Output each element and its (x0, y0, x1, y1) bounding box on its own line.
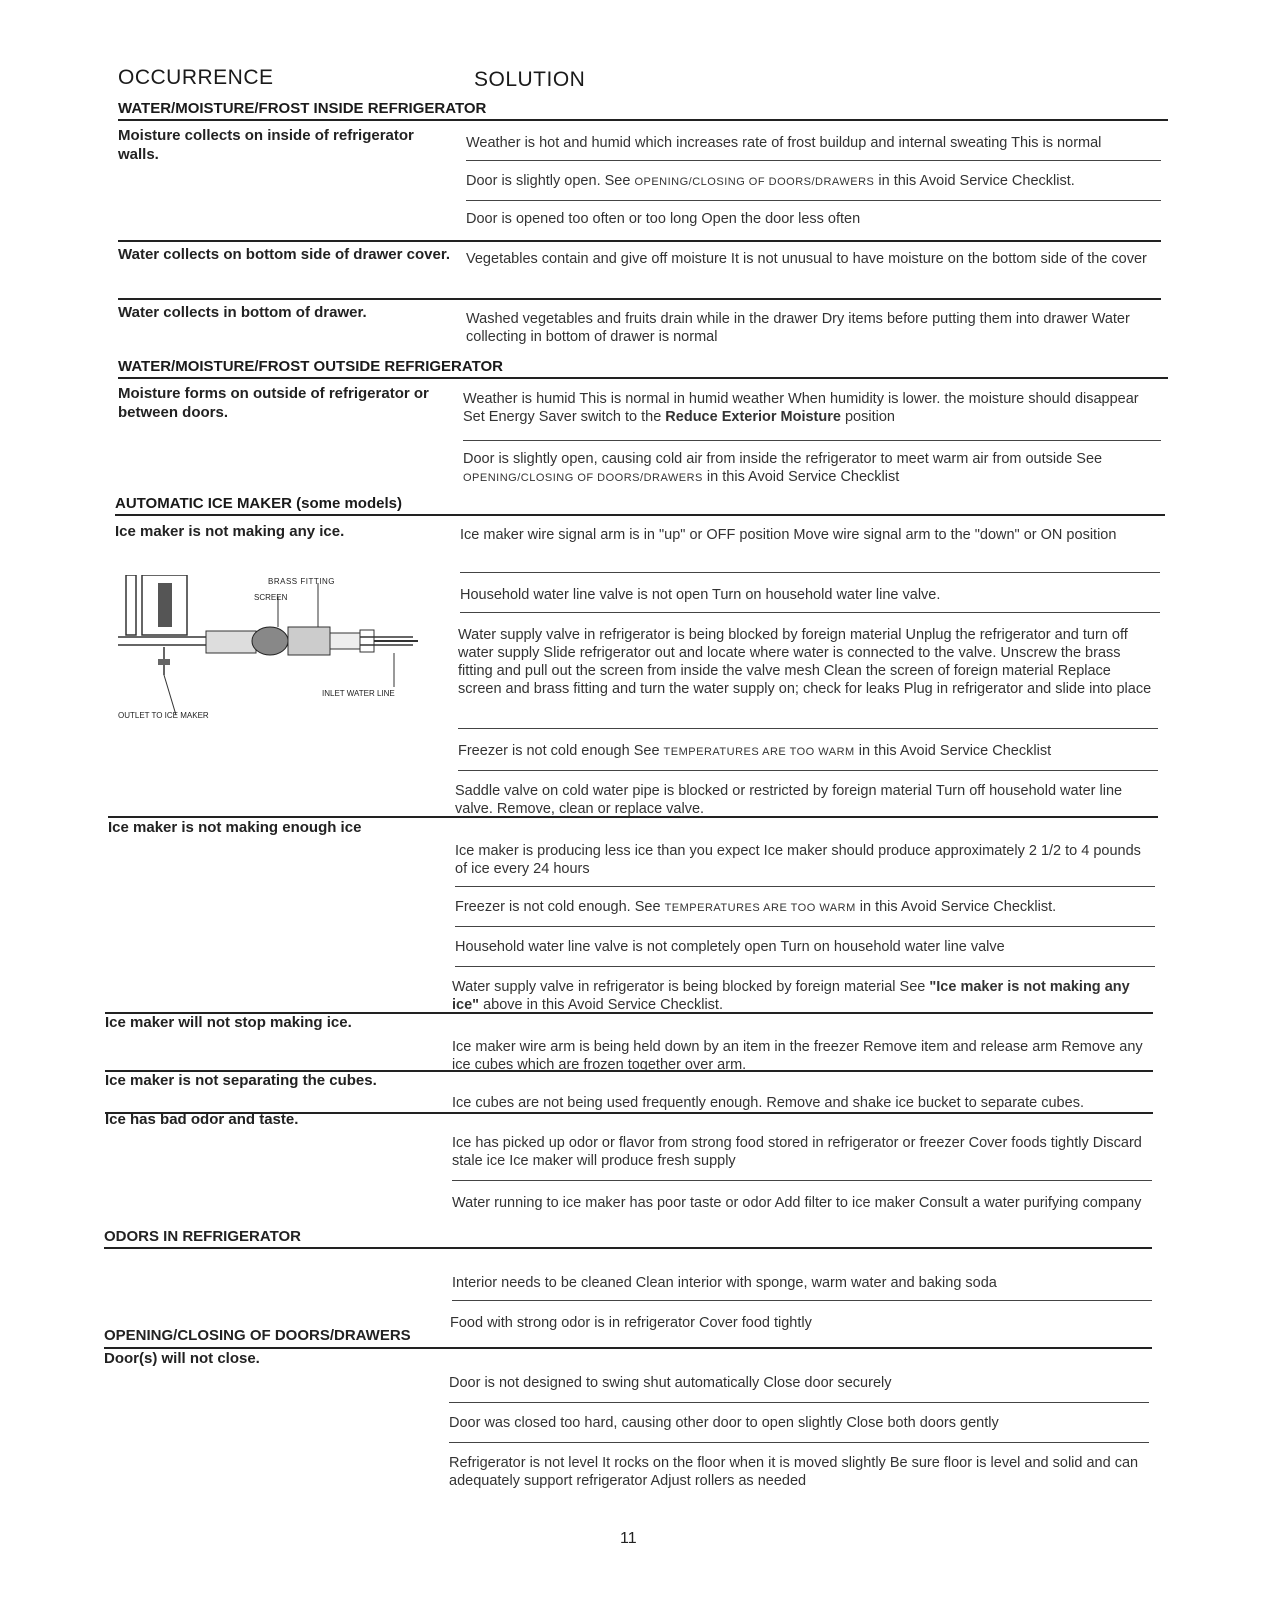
label-brass-fitting: BRASS FITTING (268, 577, 335, 586)
solution-text: Water supply valve in refrigerator is being blocked by foreign material Unplug the refrigerator and turn off water supply Slide refrigerator out and locate where water is connected to the valve. Unscrew the brass fitting and pull out the screen from inside the valve mesh Clean the screen of foreign material Replace screen and brass fitting and turn the water supply on; check for leaks Plug in refrigerator and slide into place (458, 627, 1152, 697)
solution-text: Washed vegetables and fruits drain while in the drawer Dry items before putting them into drawer Water collecting in bottom of drawer is normal (466, 311, 1130, 345)
solution-text: Vegetables contain and give off moisture It is not unusual to have moisture on the bottom side of the cover (466, 251, 1147, 267)
divider (466, 200, 1161, 201)
occurrence-drawer-cover: Water collects on bottom side of drawer cover. (118, 246, 451, 263)
section-odors: ODORS IN REFRIGERATOR (104, 1228, 301, 1245)
water-valve-diagram (118, 575, 448, 730)
divider (455, 966, 1155, 967)
occurrence-header: OCCURRENCE (118, 66, 274, 89)
solution-text: Water supply valve in refrigerator is being blocked by foreign material See "Ice maker is not making any ice" above in this Avoid Service Checklist. (452, 979, 1130, 1013)
solution-text: Freezer is not cold enough See TEMPERATURES ARE TOO WARM in this Avoid Service Checklist (458, 743, 1052, 759)
divider (455, 926, 1155, 927)
solution-text: Ice has picked up odor or flavor from strong food stored in refrigerator or freezer Cover foods tightly Discard stale ice Ice maker will produce fresh supply (452, 1135, 1142, 1169)
solution-text: Door is slightly open. See OPENING/CLOSING OF DOORS/DRAWERS in this Avoid Service Checklist. (466, 173, 1075, 189)
label-screen: SCREEN (254, 593, 288, 602)
occurrence-moisture-outside: Moisture forms on outside of refrigerator or between doors. (118, 385, 429, 421)
divider (463, 440, 1161, 441)
divider (118, 240, 1161, 242)
solution-text: Ice maker is producing less ice than you expect Ice maker should produce approximately 2 1/2 to 4 pounds of ice every 24 hours (455, 843, 1141, 877)
occurrence-drawer-bottom: Water collects in bottom of drawer. (118, 304, 367, 321)
solution-text: Freezer is not cold enough. See TEMPERATURES ARE TOO WARM in this Avoid Service Checklist. (455, 899, 1057, 915)
divider (452, 1300, 1152, 1301)
solution-header: SOLUTION (474, 68, 586, 91)
divider (449, 1442, 1149, 1443)
label-outlet-to-ice-maker: OUTLET TO ICE MAKER (118, 711, 209, 720)
divider (455, 886, 1155, 887)
solution-text: Door is opened too often or too long Open the door less often (466, 211, 861, 227)
solution-text: Water running to ice maker has poor taste or odor Add filter to ice maker Consult a water purifying company (452, 1195, 1142, 1211)
divider (458, 728, 1158, 729)
divider (104, 1247, 1152, 1249)
divider (449, 1402, 1149, 1403)
divider (460, 572, 1160, 573)
solution-text: Weather is humid This is normal in humid weather When humidity is lower. the moisture should disappear Set Energy Saver switch to the Reduce Exterior Moisture position (463, 391, 1139, 425)
occurrence-door-will-not-close: Door(s) will not close. (104, 1350, 260, 1367)
solution-text: Ice maker wire arm is being held down by an item in the freezer Remove item and release arm Remove any ice cubes which are frozen together over arm. (452, 1039, 1143, 1073)
divider (458, 770, 1158, 771)
section-ice-maker: AUTOMATIC ICE MAKER (some models) (115, 495, 1165, 516)
occurrence-bad-odor: Ice has bad odor and taste. (105, 1111, 299, 1128)
solution-text: Weather is hot and humid which increases rate of frost buildup and internal sweating This is normal (466, 135, 1102, 151)
occurrence-will-not-stop: Ice maker will not stop making ice. (105, 1014, 352, 1031)
section-water-inside: WATER/MOISTURE/FROST INSIDE REFRIGERATOR (118, 100, 1168, 121)
occurrence-not-enough-ice: Ice maker is not making enough ice (108, 819, 362, 836)
section-water-outside: WATER/MOISTURE/FROST OUTSIDE REFRIGERATOR (118, 358, 1168, 379)
solution-text: Ice cubes are not being used frequently enough. Remove and shake ice bucket to separate cubes. (452, 1095, 1084, 1111)
section-doors: OPENING/CLOSING OF DOORS/DRAWERS (104, 1327, 411, 1344)
solution-text: Door was closed too hard, causing other door to open slightly Close both doors gently (449, 1415, 999, 1431)
page-number: 11 (620, 1530, 637, 1547)
solution-text: Saddle valve on cold water pipe is blocked or restricted by foreign material Turn off household water line valve. Remove, clean or replace valve. (455, 783, 1123, 817)
solution-text: Household water line valve is not completely open Turn on household water line valve (455, 939, 1005, 955)
divider (460, 612, 1160, 613)
occurrence-not-separating: Ice maker is not separating the cubes. (105, 1072, 377, 1089)
divider (118, 298, 1161, 300)
solution-text: Interior needs to be cleaned Clean interior with sponge, warm water and baking soda (452, 1275, 997, 1291)
label-inlet-water-line: INLET WATER LINE (322, 689, 395, 698)
solution-text: Food with strong odor is in refrigerator Cover food tightly (450, 1315, 812, 1331)
solution-text: Household water line valve is not open Turn on household water line valve. (460, 587, 941, 603)
solution-text: Ice maker wire signal arm is in "up" or OFF position Move wire signal arm to the "down" or ON position (460, 527, 1117, 543)
solution-text: Door is not designed to swing shut automatically Close door securely (449, 1375, 892, 1391)
divider (452, 1180, 1152, 1181)
solution-text: Refrigerator is not level It rocks on the floor when it is moved slightly Be sure floor is level and solid and can adequately support refrigerator Adjust rollers as needed (449, 1455, 1139, 1489)
occurrence-no-ice: Ice maker is not making any ice. (115, 523, 345, 540)
solution-text: Door is slightly open, causing cold air from inside the refrigerator to meet warm air from outside See OPENING/CLOSING OF DOORS/DRAWERS in this Avoid Service Checklist (463, 451, 1103, 485)
occurrence-moisture-inside-walls: Moisture collects on inside of refrigerator walls. (118, 127, 414, 163)
divider (466, 160, 1161, 161)
